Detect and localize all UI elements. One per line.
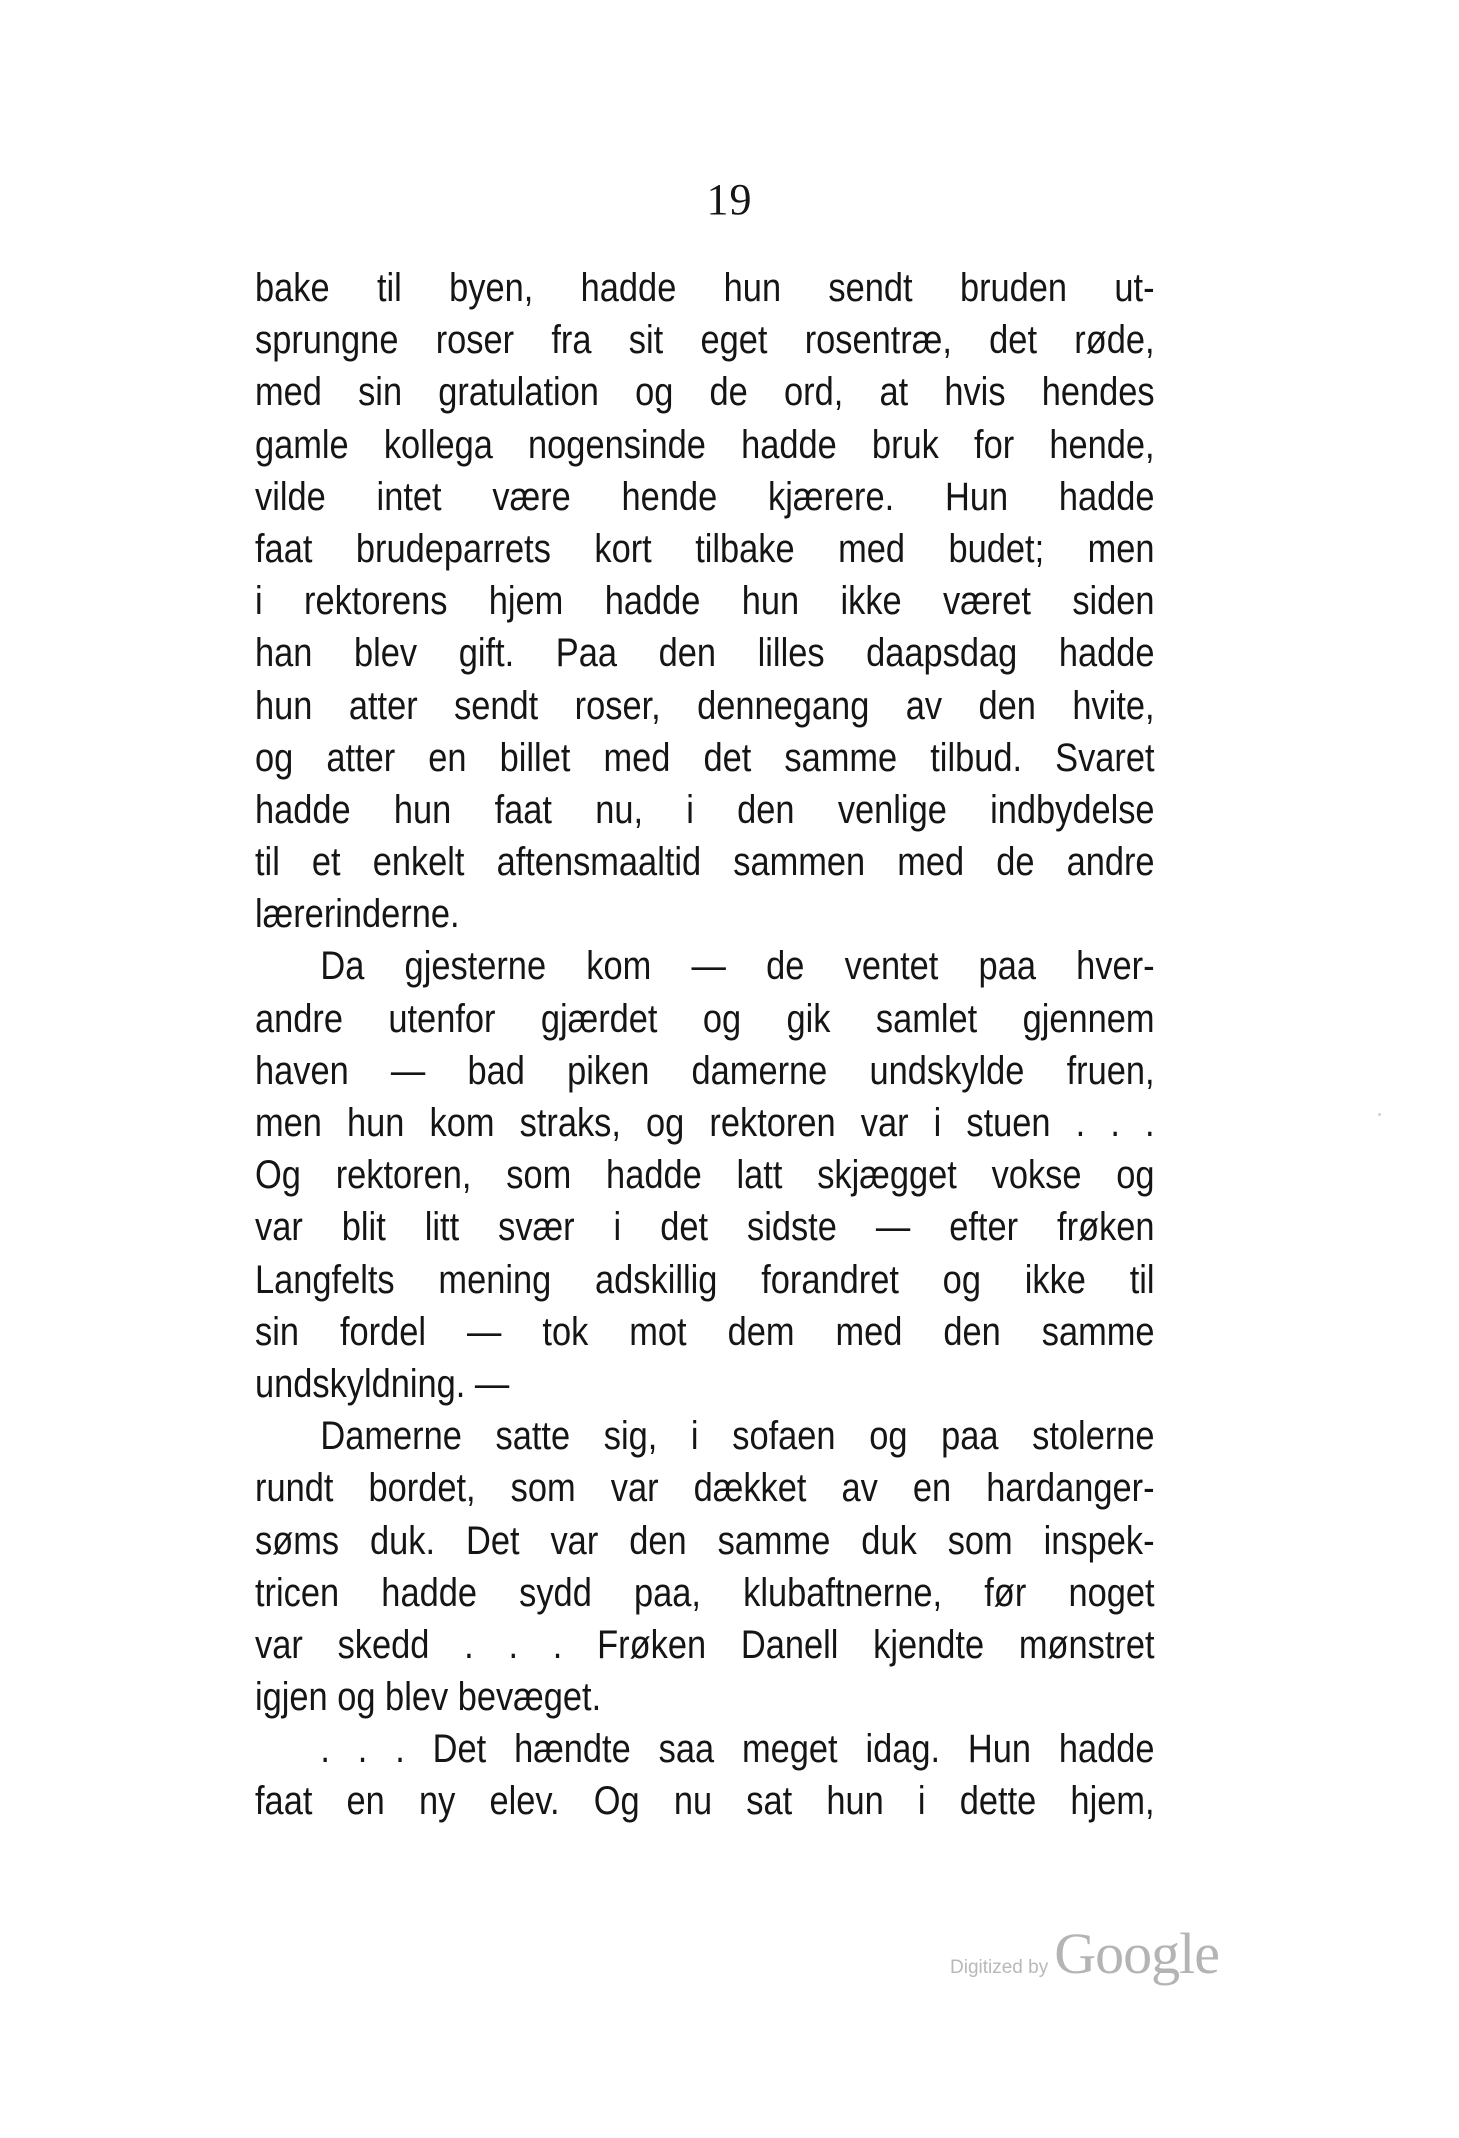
paragraph-end-line: lærerinderne.	[255, 892, 460, 937]
text-line: faat brudeparrets kort tilbake med budet; men	[255, 526, 1155, 571]
digitized-watermark	[950, 1920, 1219, 1987]
body-text	[255, 262, 1155, 1828]
text-line: til et enkelt aftensmaaltid sammen med de andre	[255, 840, 1155, 885]
paragraph-start-line: Damerne satte sig, i sofaen og paa stolerne	[320, 1414, 1155, 1459]
text-line: han blev gift. Paa den lilles daapsdag hadde	[255, 631, 1155, 676]
text-line: faat en ny elev. Og nu sat hun i dette hjem,	[255, 1779, 1155, 1824]
paragraph-end-line: undskyldning. —	[255, 1361, 510, 1406]
text-line: var blit litt svær i det sidste — efter frøken	[255, 1205, 1155, 1250]
text-line: andre utenfor gjærdet og gik samlet gjennem	[255, 996, 1155, 1041]
text-line: vilde intet være hende kjærere. Hun hadde	[255, 474, 1155, 519]
google-logo: Google	[1054, 1921, 1219, 1986]
page-number: 19	[706, 175, 753, 224]
scan-speck	[1378, 1113, 1381, 1116]
text-line: gamle kollega nogensinde hadde bruk for hende,	[255, 422, 1155, 467]
watermark-prefix: Digitized by	[950, 1957, 1049, 1978]
text-line: bake til byen, hadde hun sendt bruden ut-	[255, 266, 1155, 310]
text-line: rundt bordet, som var dækket av en hardanger-	[255, 1466, 1155, 1511]
paragraph-start-line: Da gjesterne kom — de ventet paa hver-	[320, 944, 1155, 989]
text-line: hun atter sendt roser, dennegang av den hvite,	[255, 683, 1155, 728]
paragraph-start-line: . . . Det hændte saa meget idag. Hun hadde	[320, 1727, 1155, 1772]
text-line: i rektorens hjem hadde hun ikke været siden	[255, 579, 1155, 624]
text-line: og atter en billet med det samme tilbud. Svaret	[255, 735, 1155, 780]
text-line: Langfelts mening adskillig forandret og ikke til	[255, 1257, 1155, 1302]
paragraph-end-line: igjen og blev bevæget.	[255, 1675, 602, 1720]
text-line: var skedd . . . Frøken Danell kjendte mønstret	[255, 1622, 1155, 1667]
text-line: sprungne roser fra sit eget rosentræ, det røde,	[255, 318, 1155, 363]
text-line: sin fordel — tok mot dem med den samme	[255, 1309, 1155, 1354]
text-line: Og rektoren, som hadde latt skjægget vokse og	[255, 1153, 1155, 1198]
text-line: men hun kom straks, og rektoren var i stuen . . .	[255, 1101, 1155, 1145]
text-line: med sin gratulation og de ord, at hvis hendes	[255, 370, 1155, 415]
text-line: haven — bad piken damerne undskylde fruen,	[255, 1048, 1155, 1093]
text-line: hadde hun faat nu, i den venlige indbydelse	[255, 787, 1155, 832]
text-line: tricen hadde sydd paa, klubaftnerne, før noget	[255, 1570, 1155, 1615]
text-line: søms duk. Det var den samme duk som inspek-	[255, 1518, 1155, 1563]
